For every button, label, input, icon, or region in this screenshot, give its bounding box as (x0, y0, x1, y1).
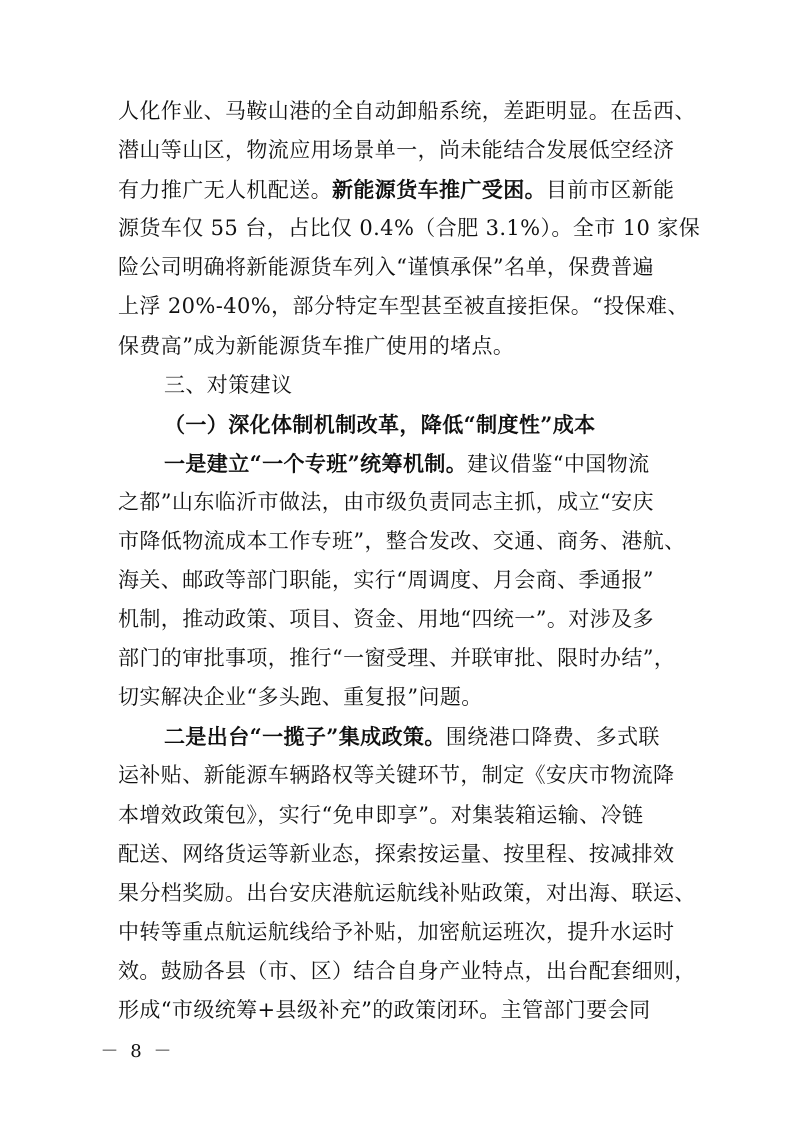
body-text-line: 潜山等山区，物流应用场景单一，尚未能结合发展低空经济 (118, 138, 675, 163)
body-text-line: 果分档奖励。出台安庆港航运航线补贴政策，对出海、联运、 (118, 880, 696, 905)
page-number: － 8 － (100, 1041, 175, 1062)
body-text-line: 海关、邮政等部门职能，实行“周调度、月会商、季通报” (118, 568, 654, 592)
subsection-heading: （一）深化体制机制改革，降低“制度性”成本 (164, 411, 596, 437)
body-text-line (118, 170, 688, 209)
body-text-line: 配送、网络货运等新业态，探索按运量、按里程、按减排效 (118, 841, 675, 866)
body-text-line: 人化作业、马鞍山港的全自动卸船系统，差距明显。在岳西、 (118, 99, 696, 123)
point-one-first-line (164, 444, 734, 483)
bold-lead-phrase: 新能源货车推广受困。 (332, 177, 546, 203)
body-text-span: 建议借鉴“中国物流 (467, 451, 650, 476)
body-text-line: 切实解决企业“多头跑、重复报”问题。 (118, 685, 483, 710)
bold-lead-phrase: 二是出台“一揽子”集成政策。 (164, 724, 446, 750)
body-text-line: 机制，推动政策、项目、资金、用地“四统一”。对涉及多 (118, 607, 654, 632)
body-text-span: 围绕港口降费、多式联 (445, 725, 660, 750)
point-two-first-line (164, 717, 734, 756)
body-text-line: 保费高”成为新能源货车推广使用的堵点。 (118, 333, 515, 358)
body-text-line: 本增效政策包》，实行“免申即享”。对集装箱运输、冷链 (118, 802, 644, 827)
body-text-line: 形成“市级统筹+县级补充”的政策闭环。主管部门要会同 (118, 997, 651, 1022)
body-text-span: 有力推广无人机配送。 (118, 178, 332, 203)
body-text-line: 源货车仅 55 台，占比仅 0.4%（合肥 3.1%）。全市 10 家保 (118, 216, 701, 241)
section-heading: 三、对策建议 (164, 372, 293, 397)
body-text-line: 效。鼓励各县（市、区）结合自身产业特点，出台配套细则， (118, 958, 696, 983)
body-text-line: 中转等重点航运航线给予补贴，加密航运班次，提升水运时 (118, 919, 675, 944)
bold-lead-phrase: 一是建立“一个专班”统筹机制。 (164, 450, 468, 476)
body-text-span: 目前市区新能 (546, 178, 675, 203)
body-text-line: 运补贴、新能源车辆路权等关键环节，制定《安庆市物流降 (118, 763, 675, 788)
body-text-line: 市降低物流成本工作专班”，整合发改、交通、商务、港航、 (118, 528, 686, 553)
body-text-line: 之都”山东临沂市做法，由市级负责同志主抓，成立“安庆 (118, 489, 654, 514)
body-text-line: 上浮 20%-40%，部分特定车型甚至被直接拒保。“投保难、 (118, 294, 689, 319)
body-text-line: 部门的审批事项，推行“一窗受理、并联审批、限时办结”， (118, 646, 676, 671)
body-text-line: 险公司明确将新能源货车列入“谨慎承保”名单，保费普遍 (118, 255, 654, 280)
